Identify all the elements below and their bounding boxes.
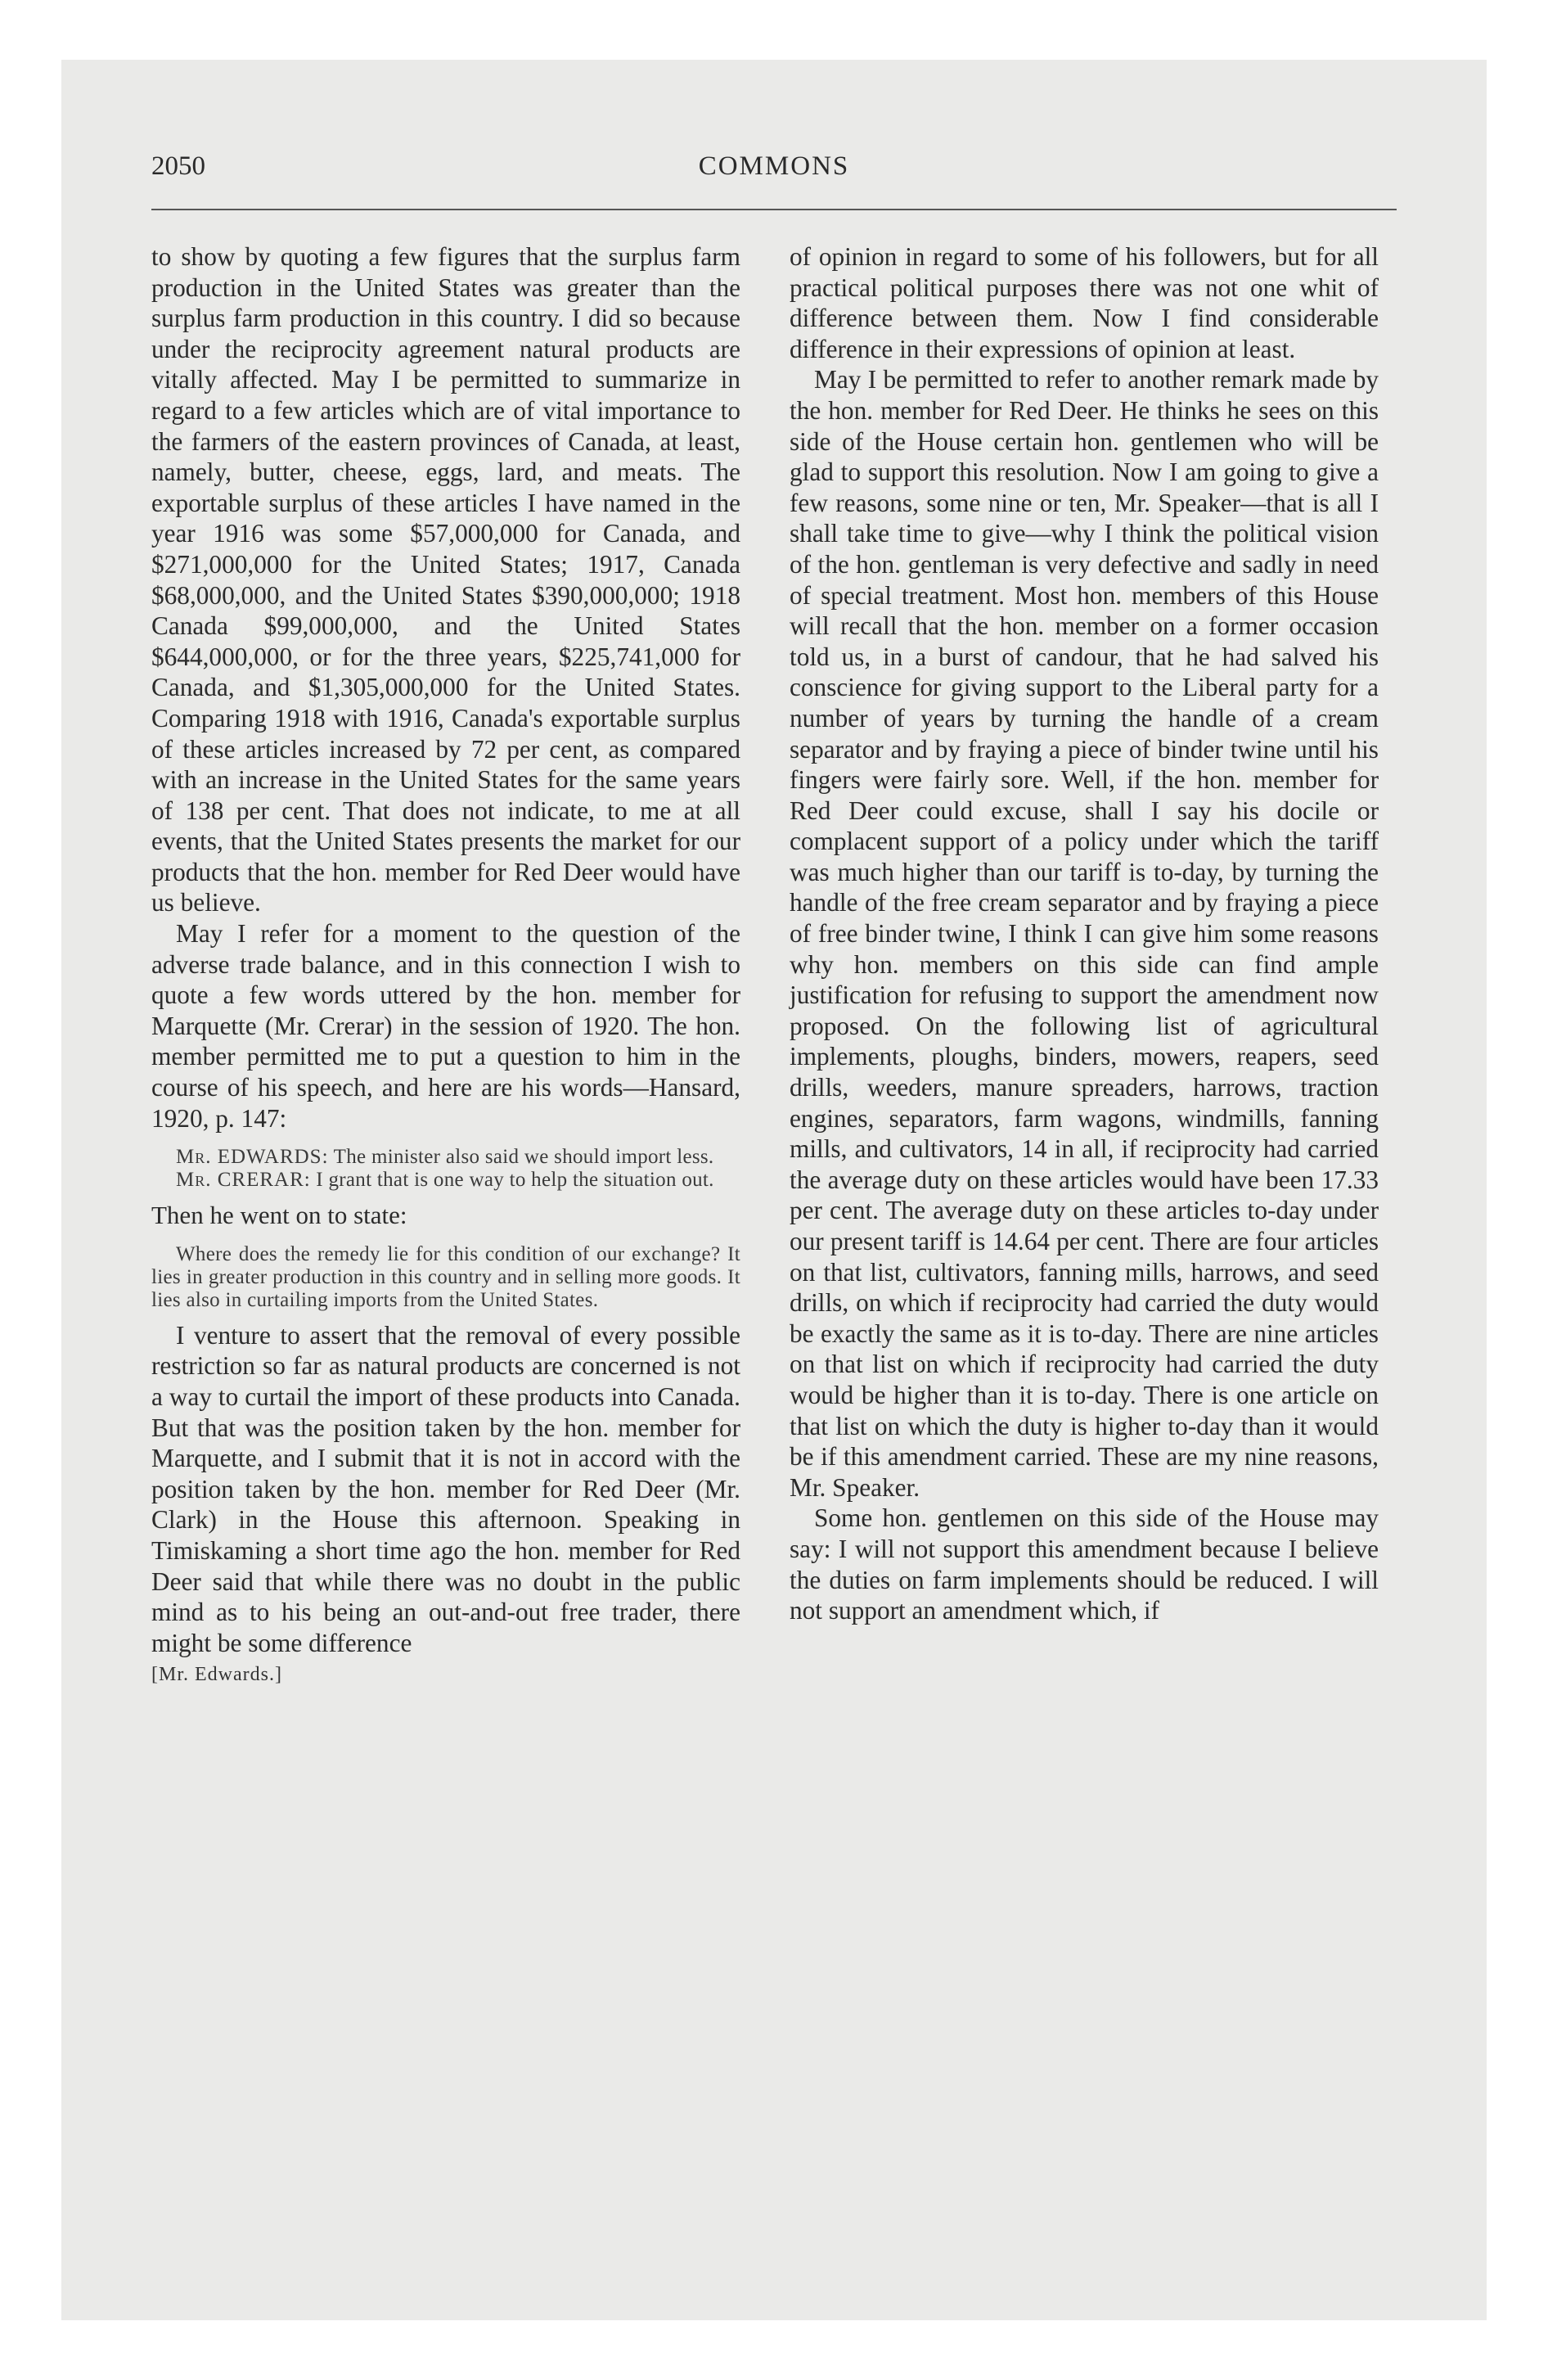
document-page bbox=[61, 60, 1487, 2320]
left-paragraph-1: to show by quoting a few figures that the surplus farm production in the United States was greater than the surplus farm production in this country. I did so because under the reciprocity agreement natural products are vitally affected. May I be permitted to summarize in regard to a few articles which are of vital importance to the farmers of the eastern provinces of Canada, at least, namely, butter, cheese, eggs, lard, and meats. The exportable surplus of these articles I have named in the year 1916 was some $57,000,000 for Canada, and $271,000,000 for the United States; 1917, Canada $68,000,000, and the United States $390,000,000; 1918 Canada $99,000,000, and the United States $644,000,000, or for the three years, $225,741,000 for Canada, and $1,305,000,000 for the United States. Comparing 1918 with 1916, Canada's exportable surplus of these articles increased by 72 per cent, as compared with an increase in the United States for the same years of 138 per cent. That does not indicate, to me at all events, that the United States presents the market for our products that the hon. member for Red Deer would have us believe. bbox=[151, 242, 740, 917]
right-column bbox=[790, 241, 1379, 1626]
quote-text-crerar: I grant that is one way to help the situation out. bbox=[316, 1169, 714, 1192]
block-quote bbox=[151, 1243, 740, 1312]
right-paragraph-2: May I be permitted to refer to another remark made by the hon. member for Red Deer. He thinks he sees on this side of the House certain hon. gentlemen who will be glad to support this resolution. Now I am going to give a few reasons, some nine or ten, Mr. Speaker—that is all I shall take time to give—why I think the political vision of the hon. gentleman is very defective and sadly in need of special treatment. Most hon. members of this House will recall that the hon. member on a former occasion told us, in a burst of candour, that he had salved his conscience for giving support to the Liberal party for a number of years by turning the handle of a cream separator and by fraying a piece of binder twine until his fingers were fairly sore. Well, if the hon. member for Red Deer could excuse, shall I say his docile or complacent support of a policy under which the tariff was much higher than our tariff is to-day, by turning the handle of the free cream separator and by fraying a piece of free binder twine, I think I can give him some reasons why hon. members on this side can find ample justification for refusing to support the amendment now proposed. On the following list of agricultural implements, ploughs, binders, mowers, reapers, seed drills, weeders, manure spreaders, harrows, traction engines, separators, farm wagons, windmills, fanning mills, and cultivators, 14 in all, if reciprocity had carried the average duty on these articles would have been 17.33 per cent. The average duty on these articles to-day under our present tariff is 14.64 per cent. There are four articles on that list, cultivators, fanning mills, harrows, and seed drills, on which if reciprocity had carried the duty would be exactly the same as it is to-day. There are nine articles on that list on which if reciprocity had carried the duty would be higher than it is to-day. There is one article on that list on which the duty is higher to-day than it would be if this amendment carried. These are my nine reasons, Mr. Speaker. bbox=[790, 365, 1379, 1502]
speaker-footnote: [Mr. Edwards.] bbox=[151, 1664, 282, 1686]
quote-text-edwards: The minister also said we should import less. bbox=[333, 1146, 714, 1169]
dialogue-quote bbox=[151, 1146, 740, 1192]
header-rule bbox=[151, 209, 1397, 210]
left-paragraph-3: I venture to assert that the removal of every possible restriction so far as natural products are concerned is not a way to curtail the import of these products into Canada. But that was the position taken by the hon. member for Marquette, and I submit that it is not in accord with the position taken by the hon. member for Red Deer (Mr. Clark) in the House this afternoon. Speaking in Timiskaming a short time ago the hon. member for Red Deer said that while there was no doubt in the public mind as to his being an out-and-out free trader, there might be some difference bbox=[151, 1320, 740, 1657]
page-header bbox=[151, 151, 1397, 201]
then-line: Then he went on to state: bbox=[151, 1201, 407, 1230]
quote-line-edwards bbox=[151, 1146, 740, 1169]
running-head: COMMONS bbox=[698, 151, 850, 181]
right-paragraph-1: of opinion in regard to some of his followers, but for all practical political purposes there was not one whit of difference between them. Now I find considerable difference in their expressions of opinion at least. bbox=[790, 242, 1379, 363]
block-quote-text: Where does the remedy lie for this condition of our exchange? It lies in greater production in this country and in selling more goods. It lies also in curtailing imports from the United States. bbox=[151, 1242, 740, 1311]
page-number: 2050 bbox=[151, 151, 205, 181]
quote-line-crerar bbox=[151, 1169, 740, 1192]
speaker-crerar: Mr. CRERAR: bbox=[176, 1169, 311, 1192]
left-paragraph-2: May I refer for a moment to the question of the adverse trade balance, and in this connection I wish to quote a few words uttered by the hon. member for Marquette (Mr. Crerar) in the session of 1920. The hon. member permitted me to put a question to him in the course of his speech, and here are his words—Hansard, 1920, p. 147: bbox=[151, 919, 740, 1133]
speaker-edwards: Mr. EDWARDS: bbox=[176, 1146, 329, 1169]
right-paragraph-3: Some hon. gentlemen on this side of the House may say: I will not support this amendment because I believe the duties on farm implements should be reduced. I will not support an amendment which, if bbox=[790, 1503, 1379, 1625]
left-column bbox=[151, 241, 740, 1686]
